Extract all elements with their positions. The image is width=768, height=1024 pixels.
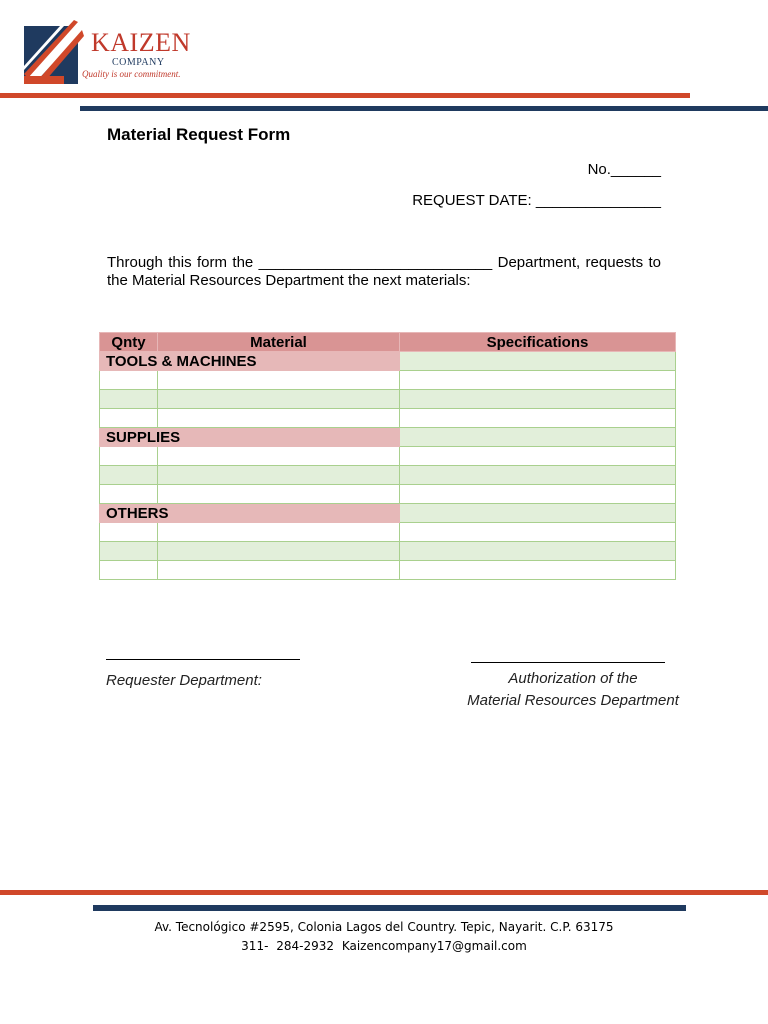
footer-blue-bar	[93, 905, 686, 911]
header-red-bar	[0, 93, 690, 98]
qnty-cell[interactable]	[100, 466, 158, 485]
requester-signature-line[interactable]	[106, 659, 300, 660]
column-header-material: Material	[158, 333, 400, 352]
specifications-cell[interactable]	[400, 447, 676, 466]
table-row	[100, 409, 676, 428]
table-row	[100, 390, 676, 409]
authorization-label-line2: Material Resources Department	[467, 692, 679, 709]
material-cell[interactable]	[158, 409, 400, 428]
table-row	[100, 371, 676, 390]
logo-tagline: Quality is our commitment.	[82, 69, 181, 79]
section-row-supplies	[100, 428, 676, 447]
section-label-supplies: SUPPLIES	[100, 428, 400, 447]
table-row	[100, 561, 676, 580]
logo-brand-name: KAIZEN	[91, 28, 191, 57]
specifications-cell[interactable]	[400, 523, 676, 542]
specifications-cell[interactable]	[400, 371, 676, 390]
qnty-cell[interactable]	[100, 561, 158, 580]
table-cell[interactable]	[400, 504, 676, 523]
requester-department-label: Requester Department:	[106, 672, 262, 689]
specifications-cell[interactable]	[400, 561, 676, 580]
form-number-field[interactable]: No.______	[587, 161, 661, 178]
authorization-label	[445, 668, 701, 712]
section-label-tools: TOOLS & MACHINES	[100, 352, 400, 371]
section-label-others: OTHERS	[100, 504, 400, 523]
qnty-cell[interactable]	[100, 447, 158, 466]
material-cell[interactable]	[158, 485, 400, 504]
material-cell[interactable]	[158, 523, 400, 542]
material-cell[interactable]	[158, 390, 400, 409]
qnty-cell[interactable]	[100, 371, 158, 390]
material-cell[interactable]	[158, 466, 400, 485]
table-cell[interactable]	[400, 428, 676, 447]
table-row	[100, 447, 676, 466]
table-header-row	[100, 333, 676, 352]
logo-company-label: COMPANY	[112, 57, 165, 68]
footer-email: Kaizencompany17@gmail.com	[341, 939, 527, 953]
qnty-cell[interactable]	[100, 390, 158, 409]
section-row-tools	[100, 352, 676, 371]
material-request-table	[99, 332, 676, 580]
header-blue-bar	[80, 106, 768, 111]
table-cell[interactable]	[400, 352, 676, 371]
footer-red-bar	[0, 890, 768, 895]
form-intro-text: Through this form the ____________________________ Department, requests to the Material Resources Department the next materials:	[107, 254, 661, 289]
authorization-signature-line[interactable]	[471, 662, 665, 663]
material-cell[interactable]	[158, 542, 400, 561]
specifications-cell[interactable]	[400, 485, 676, 504]
qnty-cell[interactable]	[100, 485, 158, 504]
qnty-cell[interactable]	[100, 523, 158, 542]
column-header-specifications: Specifications	[400, 333, 676, 352]
specifications-cell[interactable]	[400, 390, 676, 409]
authorization-label-line1: Authorization of the	[508, 670, 638, 687]
table-row	[100, 523, 676, 542]
table-row	[100, 542, 676, 561]
material-cell[interactable]	[158, 561, 400, 580]
table-row	[100, 485, 676, 504]
qnty-cell[interactable]	[100, 409, 158, 428]
material-cell[interactable]	[158, 371, 400, 390]
material-cell[interactable]	[158, 447, 400, 466]
column-header-qnty: Qnty	[100, 333, 158, 352]
specifications-cell[interactable]	[400, 466, 676, 485]
table-row	[100, 466, 676, 485]
footer-address: Av. Tecnológico #2595, Colonia Lagos del Country. Tepic, Nayarit. C.P. 63175	[154, 920, 614, 934]
form-title: Material Request Form	[107, 125, 291, 144]
footer-phone: 311- 284-2932	[241, 939, 334, 953]
request-date-field[interactable]: REQUEST DATE: _______________	[412, 192, 661, 209]
qnty-cell[interactable]	[100, 542, 158, 561]
specifications-cell[interactable]	[400, 409, 676, 428]
specifications-cell[interactable]	[400, 542, 676, 561]
section-row-others	[100, 504, 676, 523]
footer-contact	[0, 939, 768, 953]
kaizen-logo-icon	[20, 14, 86, 86]
